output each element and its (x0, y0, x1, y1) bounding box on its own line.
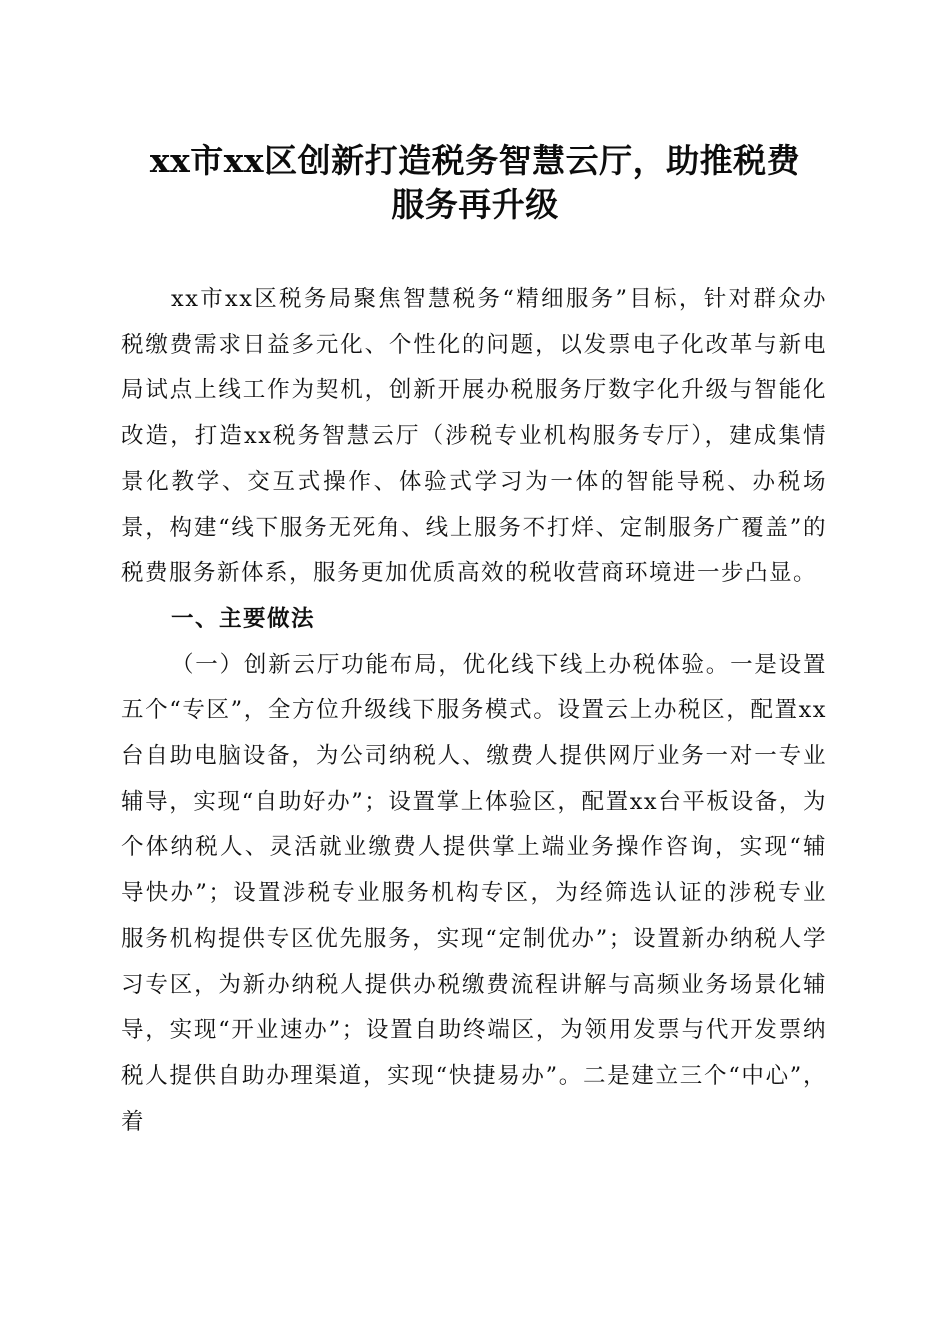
document-title-line1: xx市xx区创新打造税务智慧云厅，助推税费 (149, 141, 801, 180)
intro-paragraph: xx市xx区税务局聚焦智慧税务“精细服务”目标，针对群众办税缴费需求日益多元化、个性化的问题，以发票电子化改革与新电局试点上线工作为契机，创新开展办税服务厅数字化升级与智能化改造，打造xx税务智慧云厅（涉税专业机构服务专厅），建成集情景化教学、交互式操作、体验式学习为一体的智能导税、办税场景，构建“线下服务无死角、线上服务不打烊、定制服务广覆盖”的税费服务新体系，服务更加优质高效的税收营商环境进一步凸显。 (121, 286, 827, 587)
section-paragraph: （一）创新云厅功能布局，优化线下线上办税体验。一是设置五个“专区”，全方位升级线下服务模式。设置云上办税区，配置xx台自助电脑设备，为公司纳税人、缴费人提供网厅业务一对一专业辅导，实现“自助好办”；设置掌上体验区，配置xx台平板设备，为个体纳税人、灵活就业缴费人提供掌上端业务操作咨询，实现“辅导快办”；设置涉税专业服务机构专区，为经筛选认证的涉税专业服务机构提供专区优先服务，实现“定制优办”；设置新办纳税人学习专区，为新办纳税人提供办税缴费流程讲解与高频业务场景化辅导，实现“开业速办”；设置自助终端区，为领用发票与代开发票纳税人提供自助办理渠道，实现“快捷易办”。二是建立三个“中心”，着 (121, 651, 827, 1135)
document-title-line2: 服务再升级 (391, 185, 559, 224)
section-heading: 一、主要做法 (171, 605, 316, 632)
document-body (121, 277, 827, 1145)
